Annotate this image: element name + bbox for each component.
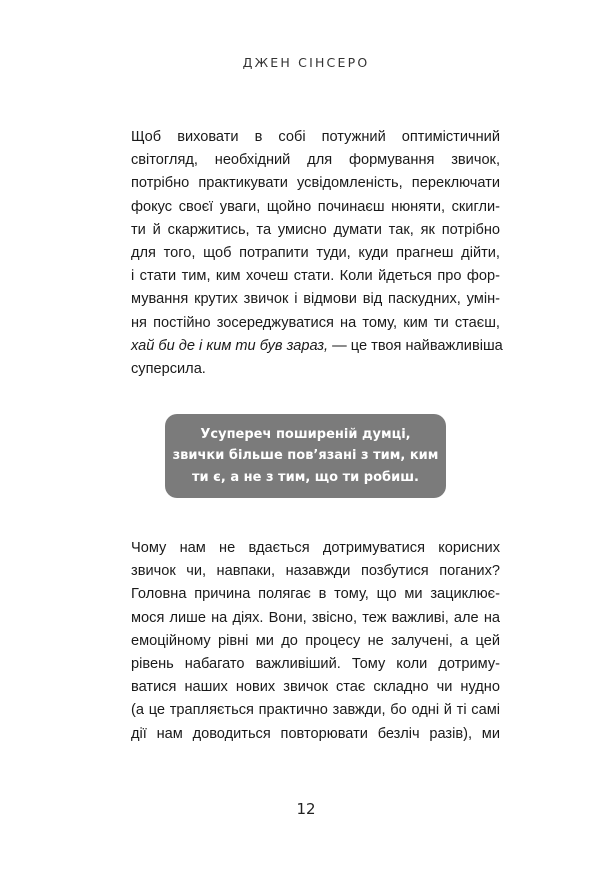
callout-line: Усупереч поширеній думці,: [200, 426, 411, 442]
paragraph-1: [131, 126, 503, 381]
pull-quote-callout: [165, 414, 446, 498]
text-line-with-italic: [131, 335, 503, 358]
running-header: ДЖЕН СІНСЕРО: [242, 55, 370, 70]
text-line: (а це трапляється практично завжди, бо одні й ті самі: [131, 702, 500, 719]
text-line: звичок чи, навпаки, назавжди позбутися поганих?: [131, 563, 500, 580]
text-line: для того, щоб потрапити туди, куди прагнеш дійти,: [131, 245, 500, 262]
callout-line: ти є, а не з тим, що ти робиш.: [192, 469, 419, 485]
text-line: суперсила.: [131, 361, 206, 378]
page-number: 12: [296, 800, 316, 818]
text-line: Щоб виховати в собі потужний оптимістичний: [131, 129, 500, 145]
text-line: мося лише на діях. Вони, звісно, теж важливі, але на: [131, 609, 500, 626]
text-line: Чому нам не вдається дотримуватися корисних: [131, 540, 500, 556]
text-line: емоційному рівні ми до процесу не залучені, а цей: [131, 632, 500, 649]
text-line: і стати тим, ким хочеш стати. Коли йдеться про фор-: [131, 268, 500, 285]
italic-phrase: хай би де і ким ти був зараз,: [131, 337, 329, 354]
paragraph-2: [131, 537, 500, 746]
text-fragment: — це твоя найважливіша: [328, 337, 503, 354]
text-line: ти й скаржитись, та умисно думати так, як потрібно: [131, 221, 500, 238]
text-line: світогляд, необхідний для формування звичок,: [131, 152, 500, 169]
text-line: ватися наших нових звичок стає складно чи нудно: [131, 679, 500, 696]
text-line: ня постійно зосереджуватися на тому, ким ти стаєш,: [131, 314, 500, 331]
text-line: фокус своєї уваги, щойно починаєш нюняти, скигли-: [131, 198, 500, 215]
callout-line: звички більше пов’язані з тим, ким: [172, 448, 439, 464]
text-line: рівень набагато важливіший. Тому коли дотриму-: [131, 656, 500, 673]
text-line: мування крутих звичок і відмови від паскудних, умін-: [131, 291, 500, 308]
text-line: потрібно практикувати усвідомленість, переключати: [131, 175, 500, 192]
text-line: дії нам доводиться повторювати безліч разів), ми: [131, 725, 500, 742]
text-line: Головна причина полягає в тому, що ми зациклює-: [131, 586, 500, 603]
